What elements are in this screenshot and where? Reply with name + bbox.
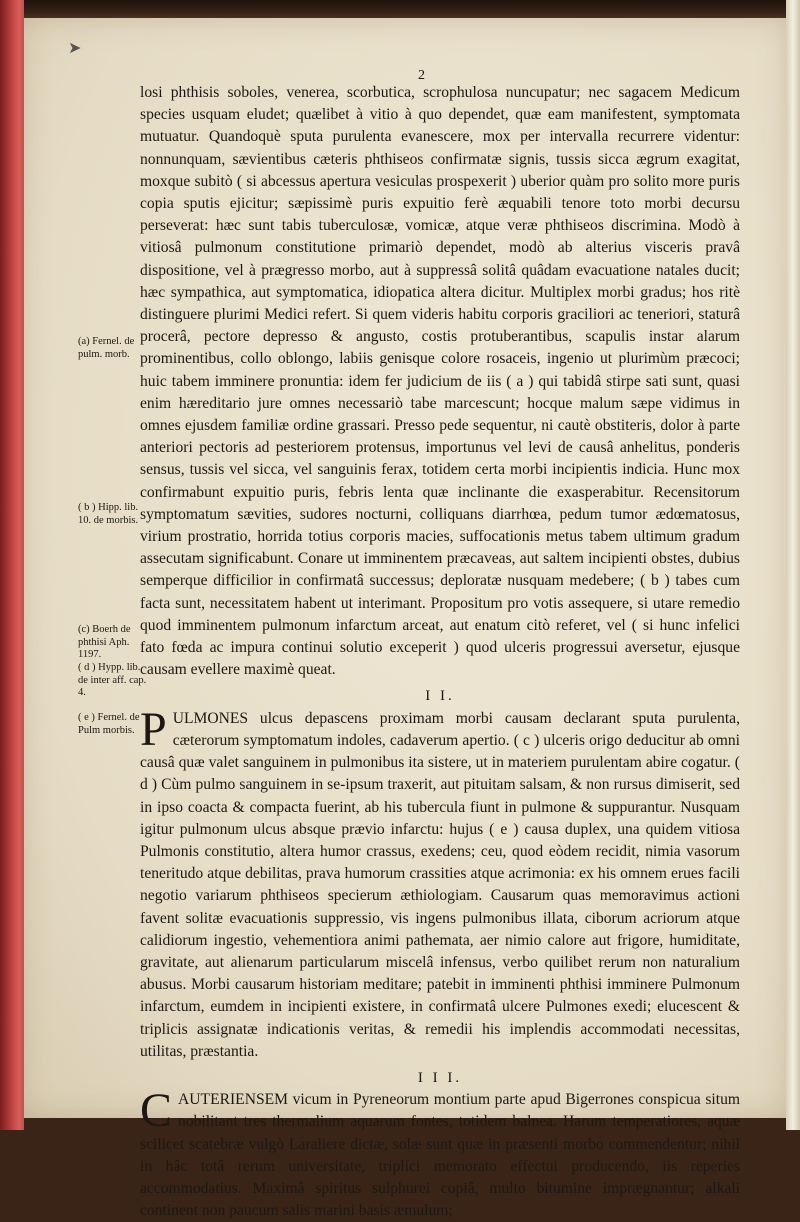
- dropcap-c: C: [140, 1084, 173, 1138]
- margin-note-e: ( e ) Fernel. de Pulm morbis.: [78, 712, 140, 736]
- paragraph-3-text: AUTERIENSEM vicum in Pyreneorum montium parte apud Bigerrones conspicua situm nobilitant tres thermalium aquarum fontes, totidem balnea. Harum temperatiores, aquæ scilicet scatebræ vulgò Laraliere dictæ, solæ sunt quæ in præsenti morbo commendentur; nihil in hâc totâ rerum universitate, triplici memorato effectui producendo, iis reperies accommodatius. Maximâ spiritus sulphurei copiâ, multo bitumine imprægnantur; alkali continent non paucum salis marini basis æmulum;: [140, 1091, 740, 1220]
- paragraph-2: [140, 702, 740, 1063]
- paragraph-2-text: ULMONES ulcus depascens proximam morbi causam declarant sputa purulenta, cæterorum symptomatum indoles, cadaverum apertio. ( c ) ulceris origo deducitur ab omni causâ quæ valet sanguinem in pulmonibus ita sistere, ut in materiem purulentam abire cogatur. ( d ) Cùm pulmo sanguinem in se-ipsum traxerit, aut pituitam salsam, & non rursus dimiserit, sed in ipso coacta & compacta fuerint, ab his tubercula fiunt in pulmone & suppurantur. Nusquam igitur pulmonum ulcus absque prævio infarctu: hujus ( e ) causa duplex, una quidem vitiosa Pulmonis constitutio, altera humor crassus, exedens; ceu, quod eòdem recidit, nimia vasorum teneritudo atque debilitas, prava humorum crassities atque acrimonia: ex his omnem erues facili negotio variarum phthiseos specierum æthiologiam. Causarum quas memoravimus actioni favent solitæ evacuationis suppressio, vis ingens pulmonibus illata, ciborum acriorum atque calidiorum ingestio, vehementiora animi pathemata, aer nimio calore aut frigore, humiditate, gravitate, aut alienarum particularum miscelâ infensus, verbo quilibet rerum non naturalium abusus. Morbi causarum historiam meditare; patebit in imminenti phthisi imminere Pulmonum infarctum, eumdem in incipienti existere, in confirmatâ ulcere Pulmones exedi; elucescent & triplicis assignatæ indicationis veritas, & remedii his implendis accommodati necessitas, utilitas, præstantia.: [140, 709, 740, 1060]
- dropcap-p: P: [140, 702, 167, 756]
- margin-note-a: (a) Fernel. de pulm. morb.: [78, 336, 135, 360]
- margin-note-b: ( b ) Hipp. lib. 10. de morbis.: [78, 502, 139, 526]
- margin-note-c: (c) Boerh de phthisi Aph. 1197.: [78, 624, 131, 660]
- paragraph-3: [140, 1084, 740, 1222]
- section-heading-2: I I.: [425, 688, 455, 705]
- section-heading-3: I I I.: [417, 1069, 463, 1086]
- page-right-edge: [786, 0, 800, 1130]
- body-text: [140, 82, 740, 1222]
- corner-mark: ➤: [68, 38, 82, 57]
- page-number: 2: [418, 68, 425, 83]
- margin-note-d: ( d ) Hypp. lib. de inter aff. cap. 4.: [78, 662, 147, 698]
- paragraph-1: losi phthisis soboles, venerea, scorbutica, scrophulosa nuncupatur; nec sagacem Medicum species usquam eludet; quælibet à vitio à quo dependet, quæ eam manifestent, symptomata mutuatur. Quandoquè sputa purulenta evanescere, mox per intervalla recurrere videntur: nonnunquam, sævientibus cæteris phthiseos confirmatæ signis, tussis sicca ægrum exagitat, moxque subitò ( si abcessus apertura vesiculas prospexerit ) uberior quàm pro solito more puris copia sputis ejicitur; sæpissimè puris expuitio ferè æquabili tenore toto morbi decursu perseverat: hæc sunt tabis tuberculosæ, vomicæ, atque veræ phthiseos discrimina. Modò à vitiosâ pulmonum constitutione primariò dependet, modò ab alterius visceris pravâ dispositione, vel à prægresso morbo, aut à suppressâ solitâ quâdam evacuatione natales ducit; hæc sympathica, aut symptomatica, idiopatica altera dicitur. Multiplex morbi gradus; hos ritè distinguere plurimi Medici refert. Si quem videris habitu corporis graciliori ac teneriori, staturâ procerâ, pectore depresso & angusto, costis protuberantibus, scapulis instar alarum prominentibus, collo oblongo, labiis genisque colore rosaceis, ingenio ut plurimùm præcoci; huic tabem imminere pronuntia: idem fer judicium de iis ( a ) qui tabidâ stirpe sati sunt, quasi enim hæreditario jure omnes necessariò tabe marcescunt; hocque malum sæpe vidimus in omnes ejusdem familiæ ordine grassari. Presso pede sequentur, ni cautè obstiteris, dolor à parte anteriori pectoris ad pesteriorem protensus, importunus vel levi de causâ anhelitus, ponderis sensus, tussis vel sicca, vel sanguinis ferax, totidem certa morbi incipientis indicia. Hunc mox confirmabunt expuitio puris, febris lenta quæ inclinante die exasperabitur. Recensitorum symptomatum sævities, sudores nocturni, colliquans diarrhœa, pedum tumor ædœmatosus, virium prostratio, horrida totius corporis macies, suffocationis metus tabem ultimum gradum assecutam significabunt. Conare ut imminentem præcaveas, aut saltem incipienti obstes, dubius semperque difficilior in confirmatâ successus; deploratæ nusquam medebere; ( b ) tabes cum facta sunt, necessitatem habent ut interimant. Propositum pro votis assequere, si utare remedio quod imminentem pulmonum infarctum arceat, aut enatum citò referet, vel ( si hunc infelici fato fœda ac impura continui solutio exceperit ) quod ulceris progressui aversetur, ejusque causam evellere maximè queat.: [140, 84, 740, 679]
- book-binding-left: [0, 0, 24, 1130]
